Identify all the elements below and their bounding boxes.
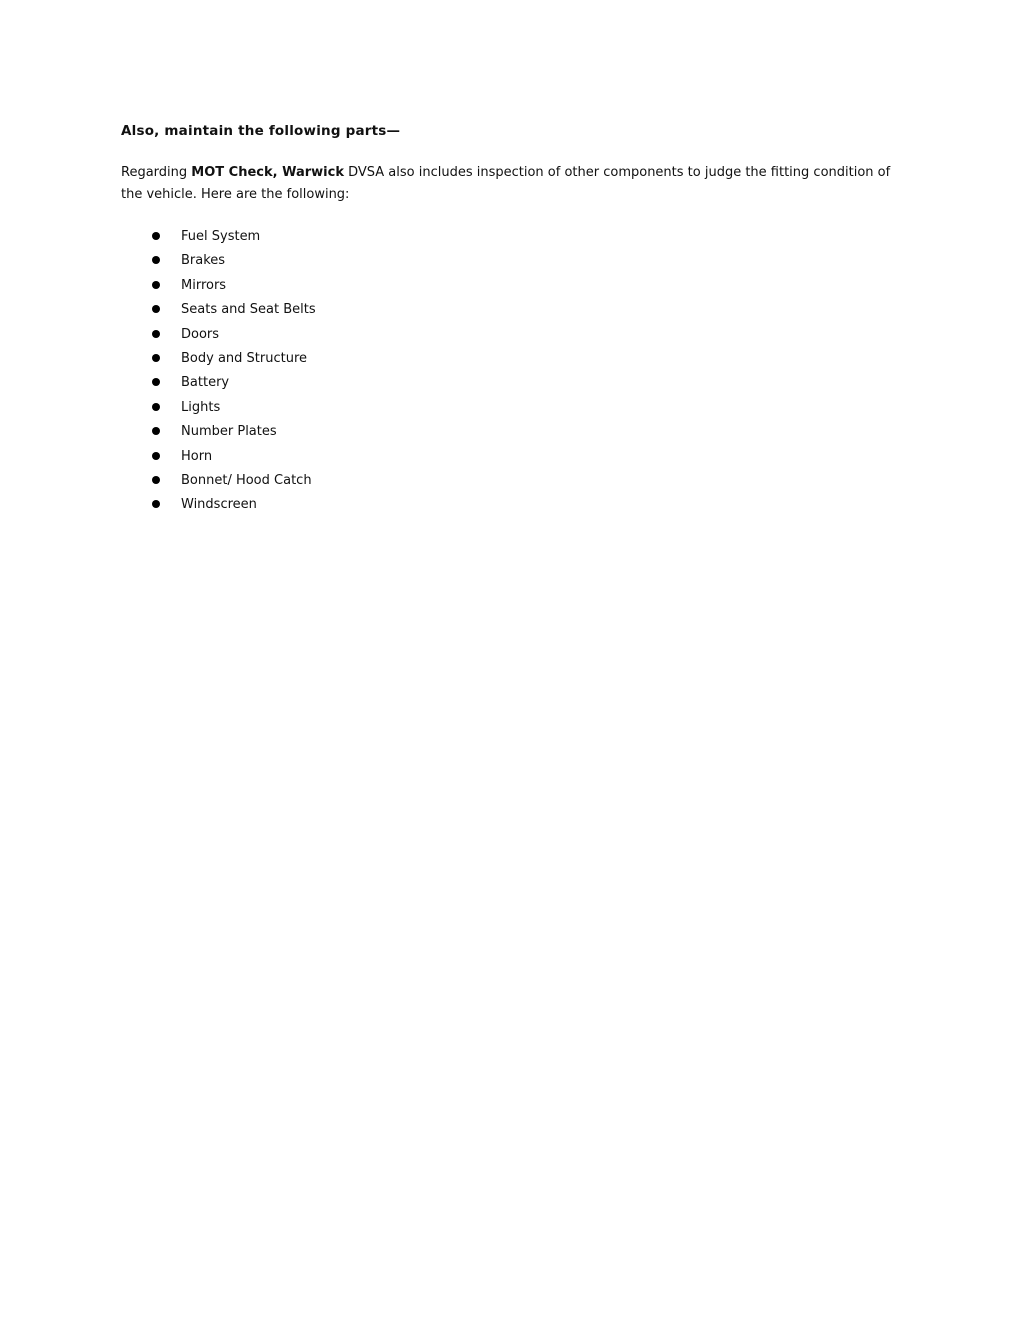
- list-item: [121, 495, 316, 519]
- list-item: [121, 251, 316, 275]
- bullet-icon: [152, 378, 160, 386]
- bullet-icon: [152, 500, 160, 508]
- list-item-label: Windscreen: [181, 497, 257, 513]
- section-heading: Also, maintain the following parts—: [121, 123, 401, 139]
- list-item: [121, 398, 316, 422]
- bullet-icon: [152, 354, 160, 362]
- bullet-icon: [152, 256, 160, 264]
- list-item: [121, 227, 316, 251]
- list-item-label: Body and Structure: [181, 350, 308, 366]
- intro-paragraph: [121, 162, 901, 205]
- bullet-icon: [152, 305, 160, 313]
- parts-list: [121, 227, 316, 520]
- list-item: [121, 325, 316, 349]
- bullet-icon: [152, 452, 160, 460]
- list-item-label: Brakes: [181, 253, 226, 269]
- list-item: [121, 447, 316, 471]
- bullet-icon: [152, 476, 160, 484]
- list-item: [121, 373, 316, 397]
- list-item: [121, 422, 316, 446]
- list-item-label: Mirrors: [181, 277, 227, 293]
- list-item-label: Seats and Seat Belts: [181, 302, 316, 318]
- list-item-label: Lights: [181, 399, 221, 415]
- list-item-label: Battery: [181, 375, 230, 391]
- bullet-icon: [152, 427, 160, 435]
- bullet-icon: [152, 281, 160, 289]
- intro-emphasis: MOT Check, Warwick: [191, 165, 344, 180]
- bullet-icon: [152, 403, 160, 411]
- list-item-label: Horn: [181, 448, 213, 464]
- list-item: [121, 349, 316, 373]
- list-item-label: Bonnet/ Hood Catch: [181, 472, 312, 488]
- intro-prefix: Regarding: [121, 165, 192, 180]
- list-item: [121, 471, 316, 495]
- bullet-icon: [152, 232, 160, 240]
- list-item-label: Number Plates: [181, 424, 277, 440]
- bullet-icon: [152, 330, 160, 338]
- list-item-label: Fuel System: [181, 229, 261, 244]
- list-item: [121, 276, 316, 300]
- intro-suffix: DVSA also includes inspection of other components to judge the fitting condition of the vehicle. Here are the following:: [121, 165, 891, 202]
- list-item-label: Doors: [181, 326, 220, 342]
- list-item: [121, 300, 316, 324]
